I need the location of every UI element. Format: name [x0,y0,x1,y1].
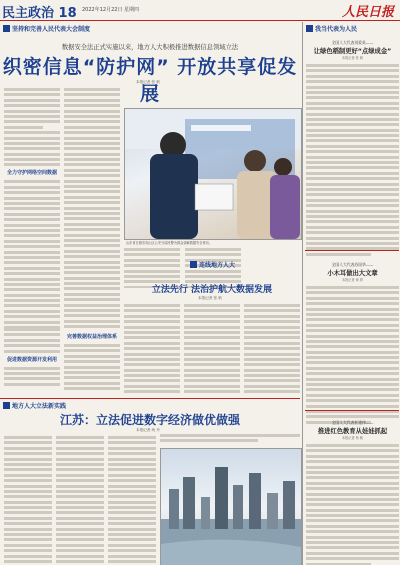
story-kicker: 全国人大代表刘爱英—— [331,40,374,45]
article-column-2b [64,330,120,395]
subhead-2: 完善数据权益治理体系 [66,334,117,340]
main-column [0,22,300,565]
section-title: 民主政治 18 [2,6,77,21]
section3-tag [190,260,235,269]
news-photo [124,108,302,240]
city-skyline-illustration [161,449,301,565]
article-column-1b [4,328,60,388]
photo-caption: 山东省日照市岚山区公安分局民警为群众讲解数据安全常识。 [126,241,213,245]
headline: 织密信息“防护网” 开放共享促发展 [2,56,298,105]
article-column-2 [64,88,120,328]
article2-column-2 [56,436,104,564]
kicker: 数据安全法正式实施以来，地方人大积极推进数据信息领域立法 [61,44,239,51]
sidebar-story-3 [306,420,399,565]
sidebar-story-2 [306,262,399,426]
sidebar-tag [306,24,400,33]
article3-column-3 [244,304,300,396]
issue-date: 2022年12月22日 星期四 [82,7,140,13]
story-byline: 本报记者 张 帆 [341,56,364,60]
sidebar-tag-label: 我当代表为人民 [315,26,358,33]
article2-column-1 [4,436,52,564]
section-divider [0,398,300,399]
page-header [0,0,400,21]
story-title: 让绿色稻制更好“点绿成金” [313,48,392,55]
section-tag [3,24,90,33]
subhead-3: 促进数据资源开发利用 [6,356,57,363]
section-tag-label: 坚持和完善人民代表大会制度 [12,26,91,33]
tag-marker-icon [3,25,10,32]
article2-column-3 [108,436,156,564]
byline-3: 本报记者 张 帆 [198,296,222,300]
sidebar-divider-1 [305,250,399,251]
story-kicker: 全国人大代表杜建伟—— [331,420,374,425]
headline-3: 立法先行 法治护航大数据发展 [151,285,273,295]
section2-tag-label: 地方人大立法新实践 [12,403,67,410]
sidebar-divider-2 [305,410,399,411]
article3-column-1 [124,304,180,396]
sidebar [302,22,400,565]
photo-illustration [125,109,301,239]
headline-2: 江苏：立法促进数字经济做优做强 [59,413,240,427]
section3-tag-label: 连线地方人大 [199,262,236,269]
article3-column-2 [184,304,240,396]
story-byline: 本报记者 杨 帆 [341,436,364,440]
tag-marker-icon-3 [190,261,197,268]
article2-column-4 [160,434,300,446]
tag-marker-icon-2 [3,402,10,409]
story-title: 小木耳做出大文章 [327,270,378,277]
sidebar-story-1 [306,40,399,258]
byline-2: 本报记者 尚 丹 [136,428,160,432]
newspaper-logo: 人民日报 [341,5,394,20]
byline: 本报记者 张 帆 [136,80,160,84]
section2-tag [3,401,66,410]
subhead-1: 全力守护网络空间数据 [6,170,57,177]
tag-marker-icon-side [306,25,313,32]
city-photo [160,448,302,565]
article-column-1 [4,88,60,328]
story-title: 推进红色教育从娃娃抓起 [317,428,388,435]
story-byline: 本报记者 黄 婷 [341,278,364,282]
story-kicker: 全国人大代表苏国华—— [331,262,374,267]
